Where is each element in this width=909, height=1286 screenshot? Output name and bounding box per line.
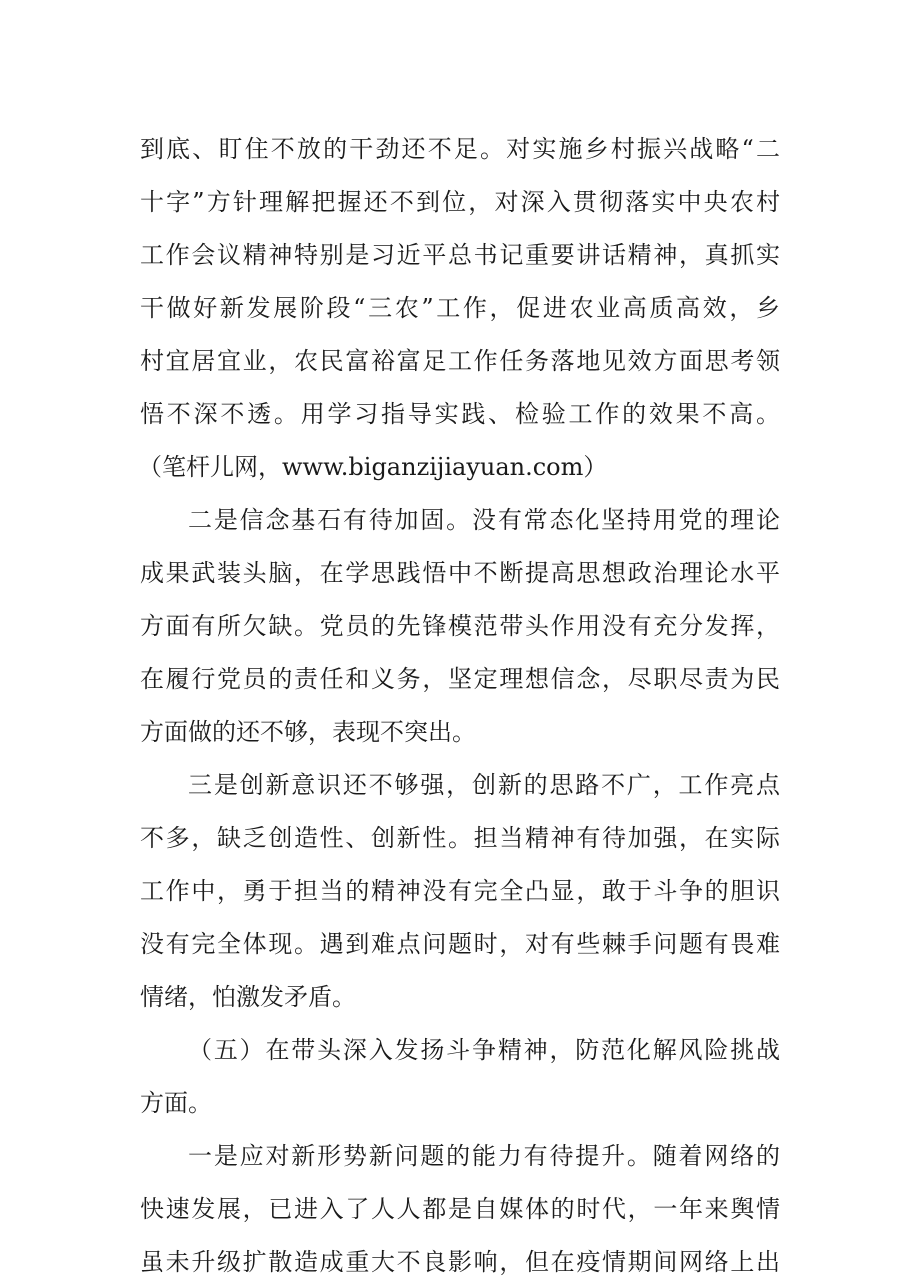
paragraph-start-line: 二是信念基石有待加固。没有常态化坚持用党的理论 xyxy=(188,506,780,534)
paragraph-start-line: 一是应对新形势新问题的能力有待提升。随着网络的 xyxy=(188,1142,780,1170)
text-line: 不多，缺乏创造性、创新性。担当精神有待加强，在实际 xyxy=(140,824,780,852)
text-line: 村宜居宜业，农民富裕富足工作任务落地见效方面思考领 xyxy=(140,347,780,375)
text-line: 到底、盯住不放的干劲还不足。对实施乡村振兴战略“二 xyxy=(140,135,780,163)
text-line: 方面做的还不够，表现不突出。 xyxy=(140,718,476,746)
section-heading-line: 方面。 xyxy=(140,1089,212,1117)
text-line: 干做好新发展阶段“三农”工作，促进农业高质高效，乡 xyxy=(140,294,780,322)
text-line: 虽未升级扩散造成重大不良影响，但在疫情期间网络上出 xyxy=(140,1248,780,1276)
paragraph-start-line: 三是创新意识还不够强，创新的思路不广，工作亮点 xyxy=(188,771,780,799)
text-line: 情绪，怕激发矛盾。 xyxy=(140,983,356,1011)
text-line: 在履行党员的责任和义务，坚定理想信念，尽职尽责为民 xyxy=(140,665,780,693)
text-line: 悟不深不透。用学习指导实践、检验工作的效果不高。 xyxy=(140,400,780,428)
section-heading-line: （五）在带头深入发扬斗争精神，防范化解风险挑战 xyxy=(188,1036,780,1064)
text-line: 十字”方针理解把握还不到位，对深入贯彻落实中央农村 xyxy=(140,188,780,216)
text-line: 工作会议精神特别是习近平总书记重要讲话精神，真抓实 xyxy=(140,241,780,269)
text-line: 工作中，勇于担当的精神没有完全凸显，敢于斗争的胆识 xyxy=(140,877,780,905)
text-line: 没有完全体现。遇到难点问题时，对有些棘手问题有畏难 xyxy=(140,930,780,958)
text-line: 快速发展，已进入了人人都是自媒体的时代，一年来舆情 xyxy=(140,1195,780,1223)
text-line: 方面有所欠缺。党员的先锋模范带头作用没有充分发挥， xyxy=(140,612,780,640)
source-note: （笔杆儿网，www.biganzijiayuan.com） xyxy=(138,453,608,481)
text-line: 成果武装头脑，在学思践悟中不断提高思想政治理论水平 xyxy=(140,559,780,587)
